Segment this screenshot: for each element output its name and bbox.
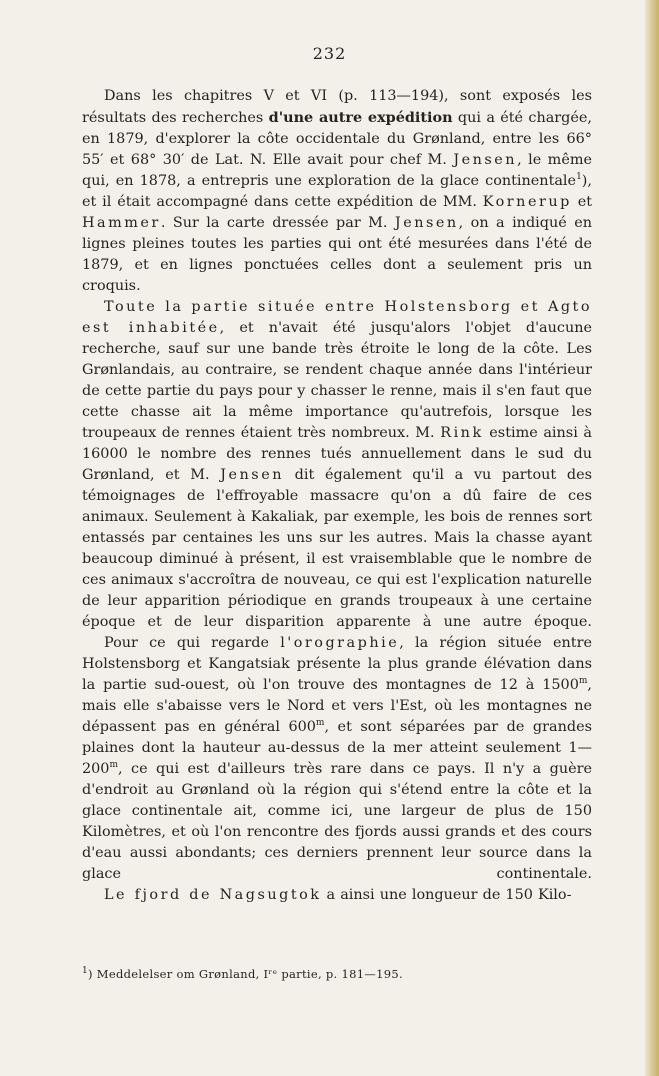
text-run: Dans les chapitres V et VI (p. 113—194), sont exposés les résultats des recherches	[82, 88, 592, 126]
text-run: dit également qu'il a vu partout des témoignages de l'effroyable massacre qu'on a dû faire de ces animaux. Seulement à Kakaliak, par exemple, les bois de rennes sort entassés par centaines les uns sur les autres. Mais la chasse ayant beaucoup diminué à présent, il est vraisemblable que le nombre de ces animaux s'accroîtra de nouveau, ce qui est l'explication naturelle de leur apparition périodique en grands troupeaux à une certaine époque et de leur disparition apparente à une autre époque.	[82, 467, 592, 630]
text-run: Hammer	[82, 215, 161, 231]
text-run: , la région située entre Holstensborg et Kangatsiak présente la plus grande élévation dans la partie sud-ouest, où l'on trouve des montagnes de 12 à 1500	[82, 635, 592, 693]
text-run: Le fjord de Nagsugtok	[104, 887, 322, 903]
text-run: , ce qui est d'ailleurs très rare dans ce pays. Il n'y a guère d'endroit au Grønland où la région qui s'étend entre la côte et la glace continentale ait, comme ici, une largeur de plus de 150 Kilomètres, et où l'on rencontre des fjords aussi grands et des cours d'eau aussi abondants; ces derniers prennent leur source dans la glace continentale.	[82, 761, 592, 882]
text-run: 1	[576, 172, 582, 183]
paragraph-3	[82, 633, 592, 885]
page-edge	[645, 0, 659, 1076]
paragraph-1	[82, 86, 592, 297]
text-run: Toute la partie située entre Holstensborg et Agto est inhabitée	[82, 299, 592, 336]
paragraph-4	[82, 885, 592, 906]
text-run: Jensen	[453, 152, 518, 168]
text-run: Pour ce qui regarde	[104, 635, 281, 651]
text-run: m	[109, 760, 119, 771]
page-number: 232	[312, 44, 347, 63]
body-text	[82, 86, 592, 906]
text-run: Kornerup	[482, 194, 572, 210]
text-run: d'une autre expédition	[268, 109, 453, 126]
text-run: , on a indiqué en lignes pleines toutes les parties qui ont été mesurées dans l'été de 1879, et en lignes ponctuées celles dont a seulement pris un croquis.	[82, 215, 592, 294]
text-run: , le même qui, en 1878, a entrepris une exploration de la glace continentale	[82, 152, 592, 189]
paragraph-2	[82, 297, 592, 633]
text-run: l'orographie	[280, 635, 400, 651]
text-run: Jensen	[220, 467, 284, 483]
text-run: , mais elle s'abaisse vers le Nord et vers l'Est, où les montagnes ne dépassent pas en général 600	[82, 677, 592, 735]
text-run: qui a été chargée, en 1879, d'explorer la côte occidentale du Grønland, entre les 66° 55′ et 68° 30′ de Lat. N. Elle avait pour chef M.	[82, 110, 592, 168]
text-run: . Sur la carte dressée par M.	[160, 215, 395, 231]
text-run: Rink	[440, 425, 484, 441]
text-run: Jensen	[394, 215, 459, 231]
text-run: , et n'avait été jusqu'alors l'objet d'aucune recherche, sauf sur une bande très étroite le long de la côte. Les Grønlandais, au contraire, se rendent chaque année dans l'intérieur de cette partie du pays pour y chasser le renne, mais il s'en faut que cette chasse ait la même importance qu'autrefois, lorsque les troupeaux de rennes étaient très nombreux. M.	[82, 320, 592, 441]
footnote-text: ) Meddelelser om Grønland, Iʳᵉ partie, p. 181—195.	[88, 967, 403, 981]
text-run: estime ainsi à 16000 le nombre des rennes tués annuellement dans le sud du Grønland, et M.	[82, 425, 592, 483]
footnote	[82, 966, 592, 982]
footnote-marker: 1	[82, 966, 89, 977]
text-run: m	[578, 676, 588, 687]
text-run: ), et il était accompagné dans cette expédition de MM.	[82, 173, 592, 210]
text-run: et	[571, 194, 592, 210]
text-run: a ainsi une longueur de 150 Kilo-	[321, 887, 572, 903]
text-run: m	[315, 718, 325, 729]
text-run: , et sont séparées par de grandes plaines dont la hauteur au-dessus de la mer atteint seulement 1—200	[82, 719, 592, 777]
